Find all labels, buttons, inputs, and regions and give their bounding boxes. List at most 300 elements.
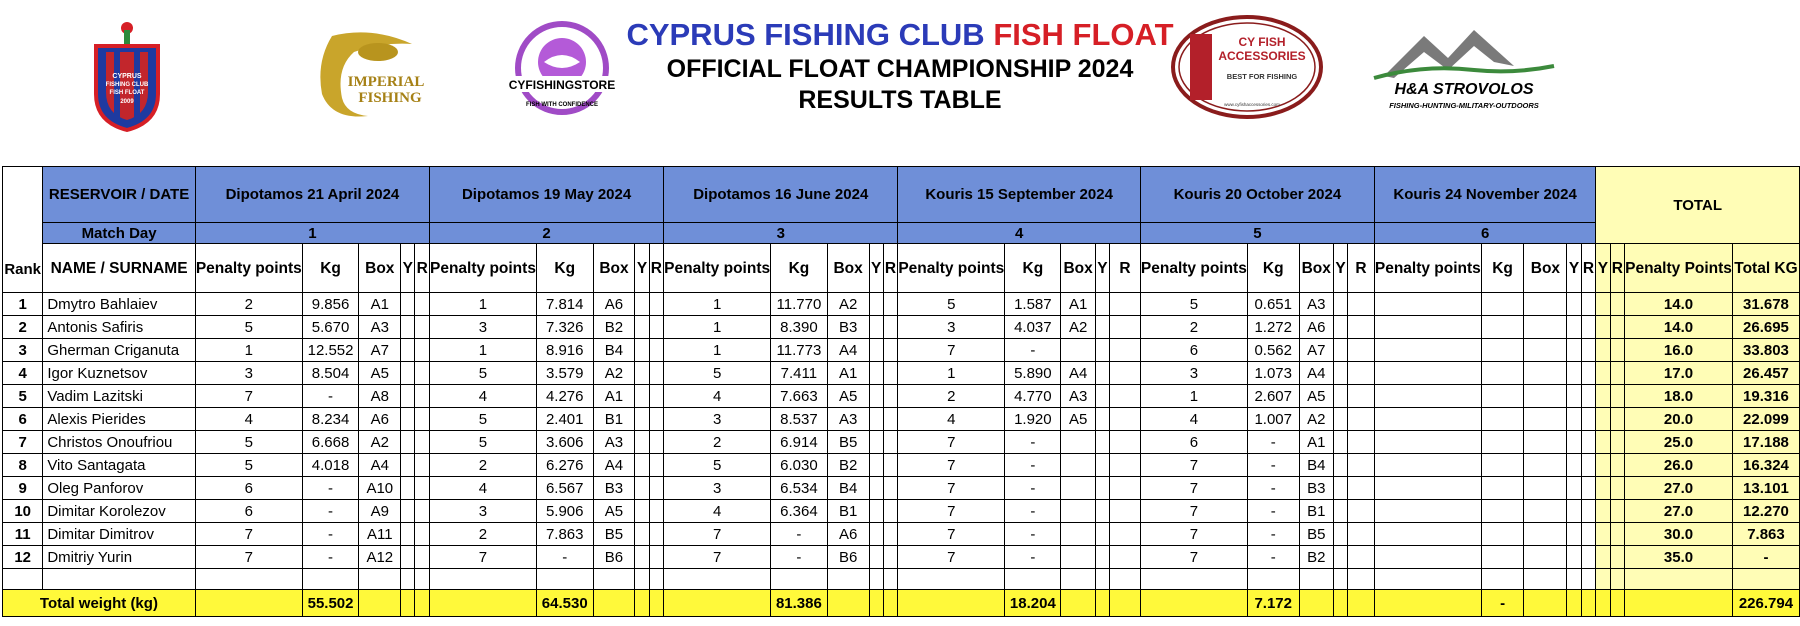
blank-cell [3,569,43,590]
penalty-cell: 5 [195,431,302,454]
penalty-cell: 2 [898,385,1005,408]
y-header: Y [1333,244,1347,293]
blank-cell [1247,569,1299,590]
box-cell: A6 [1299,316,1333,339]
box-cell: A1 [593,385,635,408]
y-cell [1095,431,1109,454]
title-part1: CYPRUS FISHING CLUB [626,17,985,52]
kg-cell: 7.411 [771,362,828,385]
y-cell [635,385,649,408]
box-cell: B3 [1299,477,1333,500]
y-cell [1333,431,1347,454]
kg-cell: 1.007 [1247,408,1299,431]
penalty-points-header: Penalty points [898,244,1005,293]
r-cell [883,408,898,431]
blank-cell [1732,569,1799,590]
y-cell [869,477,883,500]
y-cell [1333,293,1347,316]
blank-cell [195,569,302,590]
kg-cell [1481,477,1524,500]
y-cell [1333,316,1347,339]
matchday-number: 4 [898,223,1141,244]
title-block [610,16,1190,116]
matchday-number: 2 [430,223,664,244]
box-cell [1061,523,1095,546]
y-header: Y [1567,244,1581,293]
table-row [3,293,1800,316]
r-cell [1581,431,1596,454]
r-cell [1109,500,1140,523]
r-cell [415,454,430,477]
r-header: R [1348,244,1375,293]
penalty-cell: 6 [195,500,302,523]
box-cell: A1 [1061,293,1095,316]
kg-cell: 6.364 [771,500,828,523]
y-cell [401,316,415,339]
r-cell [1109,408,1140,431]
y-cell [401,408,415,431]
box-cell: A9 [359,500,401,523]
kg-cell: - [771,523,828,546]
total-y-blank [1095,590,1109,617]
total-y-cell [1596,316,1610,339]
box-cell: A3 [1299,293,1333,316]
total-r-header: R [1610,244,1625,293]
blank-cell [593,569,635,590]
kg-cell: 4.276 [536,385,593,408]
total-y-header: Y [1596,244,1610,293]
y-cell [401,500,415,523]
page-title [610,16,1190,54]
ha-strovolos-logo [1364,22,1564,114]
penalty-cell [1374,408,1481,431]
r-cell [1348,477,1375,500]
total-points-cell: 25.0 [1625,431,1733,454]
blank-cell [430,569,537,590]
kg-cell: - [1247,477,1299,500]
penalty-cell: 1 [195,339,302,362]
box-cell [1061,477,1095,500]
blank-cell [359,569,401,590]
matchday-number: 5 [1140,223,1374,244]
box-header: Box [359,244,401,293]
penalty-cell: 7 [898,431,1005,454]
y-cell [1333,385,1347,408]
grand-points-blank [1625,590,1733,617]
penalty-points-header: Penalty points [1140,244,1247,293]
penalty-cell: 7 [195,546,302,569]
total-box-blank [1061,590,1095,617]
total-r-blank [883,590,898,617]
total-points-cell: 16.0 [1625,339,1733,362]
r-cell [883,385,898,408]
y-cell [1567,293,1581,316]
kg-cell: 6.914 [771,431,828,454]
blank-cell [536,569,593,590]
box-cell [1061,454,1095,477]
kg-cell: - [1005,500,1061,523]
table-row [3,454,1800,477]
r-header: R [415,244,430,293]
kg-cell: - [302,385,359,408]
penalty-cell [1374,362,1481,385]
total-kg-cell: 26.457 [1732,362,1799,385]
box-cell: A1 [359,293,401,316]
total-y-cell [1596,546,1610,569]
penalty-cell: 7 [195,385,302,408]
y-cell [635,546,649,569]
penalty-cell: 4 [430,385,537,408]
y-cell [401,546,415,569]
total-points-cell: 20.0 [1625,408,1733,431]
rank-cell: 10 [3,500,43,523]
kg-cell: 11.770 [771,293,828,316]
r-cell [415,385,430,408]
box-cell: A11 [359,523,401,546]
blank-cell [1061,569,1095,590]
y-cell [869,316,883,339]
box-cell: A5 [1061,408,1095,431]
kg-cell [1481,316,1524,339]
total-y-cell [1596,293,1610,316]
name-cell: Gherman Criganuta [43,339,196,362]
penalty-cell: 5 [898,293,1005,316]
y-header: Y [1095,244,1109,293]
rank-cell: 8 [3,454,43,477]
imperial-logo-line2: FISHING [358,90,422,106]
blank-cell [1481,569,1524,590]
y-cell [1095,339,1109,362]
box-cell: B4 [593,339,635,362]
total-penalty-blank [195,590,302,617]
total-penalty-blank [1140,590,1247,617]
y-cell [1333,408,1347,431]
r-cell [883,362,898,385]
r-cell [1109,385,1140,408]
kg-cell: 6.668 [302,431,359,454]
kg-cell: 1.587 [1005,293,1061,316]
penalty-cell: 5 [664,454,771,477]
r-header: R [1581,244,1596,293]
penalty-cell [1374,431,1481,454]
box-cell: A4 [1061,362,1095,385]
penalty-cell: 1 [664,293,771,316]
penalty-cell: 4 [898,408,1005,431]
box-cell: B3 [827,316,869,339]
penalty-cell: 5 [430,362,537,385]
penalty-cell: 7 [1140,454,1247,477]
r-cell [883,316,898,339]
total-r-cell [1610,293,1625,316]
y-cell [869,546,883,569]
rank-cell: 4 [3,362,43,385]
box-cell: A4 [593,454,635,477]
r-cell [1348,523,1375,546]
blank-cell [1567,569,1581,590]
total-kg-cell: 33.803 [1732,339,1799,362]
total-weight-row [3,590,1800,617]
penalty-cell [1374,454,1481,477]
penalty-cell: 7 [1140,500,1247,523]
r-cell [649,408,664,431]
kg-cell: 8.537 [771,408,828,431]
y-header: Y [869,244,883,293]
y-cell [1333,362,1347,385]
r-cell [883,500,898,523]
blank-cell [1299,569,1333,590]
box-cell [1524,339,1567,362]
y-cell [869,500,883,523]
total-y-blank [1333,590,1347,617]
y-cell [401,523,415,546]
r-cell [1348,431,1375,454]
r-cell [1348,316,1375,339]
blank-cell [1109,569,1140,590]
total-kg-header: Total KG [1732,244,1799,293]
kg-cell: 1.272 [1247,316,1299,339]
y-cell [1333,523,1347,546]
penalty-cell [1374,546,1481,569]
penalty-cell: 7 [664,546,771,569]
penalty-cell: 2 [1140,316,1247,339]
table-row [3,385,1800,408]
total-box-blank [1299,590,1333,617]
results-table [2,166,1800,617]
kg-cell: 8.504 [302,362,359,385]
table-row [3,500,1800,523]
accessories-logo-line1: CY FISH [1238,35,1286,49]
y-cell [401,431,415,454]
kg-cell: 8.916 [536,339,593,362]
penalty-cell [1374,477,1481,500]
total-r-cell [1610,431,1625,454]
total-y-cell [1596,385,1610,408]
total-points-cell: 30.0 [1625,523,1733,546]
kg-cell: 7.663 [771,385,828,408]
r-cell [883,293,898,316]
r-cell [415,316,430,339]
matchday-number: 1 [195,223,429,244]
r-cell [1109,523,1140,546]
kg-cell: 12.552 [302,339,359,362]
r-header: R [1109,244,1140,293]
kg-cell: 2.607 [1247,385,1299,408]
y-cell [1095,546,1109,569]
box-header: Box [593,244,635,293]
y-cell [635,408,649,431]
penalty-cell: 5 [430,408,537,431]
box-cell: A8 [359,385,401,408]
box-cell: A4 [1299,362,1333,385]
r-cell [649,316,664,339]
r-cell [1581,316,1596,339]
kg-cell: - [1005,477,1061,500]
penalty-cell: 7 [898,454,1005,477]
y-cell [1567,316,1581,339]
box-cell: A7 [1299,339,1333,362]
match-total-kg: 64.530 [536,590,593,617]
r-cell [1109,293,1140,316]
y-cell [1567,546,1581,569]
title-part2: FISH FLOAT [993,17,1174,52]
kg-cell: 6.276 [536,454,593,477]
box-cell: A2 [359,431,401,454]
r-cell [1581,477,1596,500]
box-cell: A3 [827,408,869,431]
y-cell [1095,316,1109,339]
penalty-points-header: Penalty points [195,244,302,293]
blank-cell [1005,569,1061,590]
box-cell: A3 [593,431,635,454]
kg-cell: 8.390 [771,316,828,339]
box-cell [1524,293,1567,316]
penalty-cell: 7 [195,523,302,546]
penalty-cell [1374,385,1481,408]
kg-cell: 5.670 [302,316,359,339]
box-cell: A2 [827,293,869,316]
kg-cell: - [536,546,593,569]
y-cell [1567,454,1581,477]
box-cell: A1 [827,362,869,385]
r-cell [415,500,430,523]
box-cell [1524,546,1567,569]
r-cell [649,362,664,385]
box-cell [1524,431,1567,454]
header-row-matchdays [3,223,1800,244]
y-cell [1333,477,1347,500]
r-cell [1109,546,1140,569]
r-cell [1581,500,1596,523]
box-cell: B1 [827,500,869,523]
r-cell [883,477,898,500]
kg-cell [1481,546,1524,569]
kg-cell [1481,339,1524,362]
box-cell: A2 [1299,408,1333,431]
total-box-blank [593,590,635,617]
table-row [3,546,1800,569]
rank-cell: 6 [3,408,43,431]
y-header: Y [401,244,415,293]
total-points-cell: 27.0 [1625,477,1733,500]
blank-cell [1596,569,1610,590]
y-cell [869,523,883,546]
penalty-cell: 1 [664,316,771,339]
blank-cell [401,569,415,590]
name-cell: Dmitriy Yurin [43,546,196,569]
r-cell [1348,408,1375,431]
r-cell [1109,477,1140,500]
penalty-cell: 7 [898,477,1005,500]
r-cell [649,431,664,454]
total-r-cell [1610,546,1625,569]
box-cell: B6 [593,546,635,569]
penalty-cell: 5 [664,362,771,385]
total-points-cell: 27.0 [1625,500,1733,523]
penalty-cell: 7 [898,523,1005,546]
kg-cell: 11.773 [771,339,828,362]
penalty-points-header: Penalty points [664,244,771,293]
name-cell: Dimitar Korolezov [43,500,196,523]
penalty-cell: 7 [898,339,1005,362]
y-cell [1567,385,1581,408]
cy-fish-accessories-logo [1170,14,1324,120]
box-cell: B1 [593,408,635,431]
r-cell [415,362,430,385]
penalty-cell: 1 [898,362,1005,385]
total-r-cell [1610,523,1625,546]
box-header: Box [1061,244,1095,293]
matchday-number: 6 [1374,223,1596,244]
blank-cell [664,569,771,590]
strovolos-logo-name: H&A STROVOLOS [1394,81,1534,98]
match-total-kg: 18.204 [1005,590,1061,617]
blank-cell [1625,569,1733,590]
penalty-cell: 7 [898,500,1005,523]
match-venue-header: Dipotamos 16 June 2024 [664,167,898,223]
kg-header: Kg [302,244,359,293]
r-cell [649,546,664,569]
total-kg-cell: 26.695 [1732,316,1799,339]
box-cell: B5 [827,431,869,454]
penalty-cell: 2 [664,431,771,454]
y-cell [1095,293,1109,316]
total-r-cell [1610,500,1625,523]
kg-cell: - [1005,546,1061,569]
kg-header: Kg [771,244,828,293]
match-total-kg: 7.172 [1247,590,1299,617]
kg-cell: - [1247,523,1299,546]
total-points-cell: 35.0 [1625,546,1733,569]
total-y-cell [1596,477,1610,500]
kg-cell: - [302,546,359,569]
box-cell [1524,385,1567,408]
y-cell [635,523,649,546]
y-cell [869,431,883,454]
box-header: Box [1299,244,1333,293]
total-r-cell [1610,316,1625,339]
kg-cell: 0.562 [1247,339,1299,362]
rank-cell: 11 [3,523,43,546]
y-cell [1095,523,1109,546]
name-surname-header: NAME / SURNAME [43,244,196,293]
rank-cell: 2 [3,316,43,339]
name-cell: Alexis Pierides [43,408,196,431]
total-r-cell [1610,454,1625,477]
kg-cell: 5.890 [1005,362,1061,385]
total-penalty-blank [664,590,771,617]
total-r-cell [1610,477,1625,500]
y-cell [401,385,415,408]
store-logo-tagline: FISH WITH CONFIDENCE [526,102,598,108]
r-cell [883,546,898,569]
total-penalty-blank [898,590,1005,617]
r-cell [1109,339,1140,362]
blank-cell [1610,569,1625,590]
r-cell [649,500,664,523]
blank-cell [302,569,359,590]
total-penalty-blank [1374,590,1481,617]
table-row [3,362,1800,385]
box-cell: B1 [1299,500,1333,523]
blank-cell [1095,569,1109,590]
total-kg-cell: 12.270 [1732,500,1799,523]
blank-cell [869,569,883,590]
grand-r-blank [1610,590,1625,617]
cyfishingstore-logo [500,18,624,128]
total-points-cell: 26.0 [1625,454,1733,477]
page-subtitle: OFFICIAL FLOAT CHAMPIONSHIP 2024 [666,55,1134,83]
kg-cell: - [302,523,359,546]
